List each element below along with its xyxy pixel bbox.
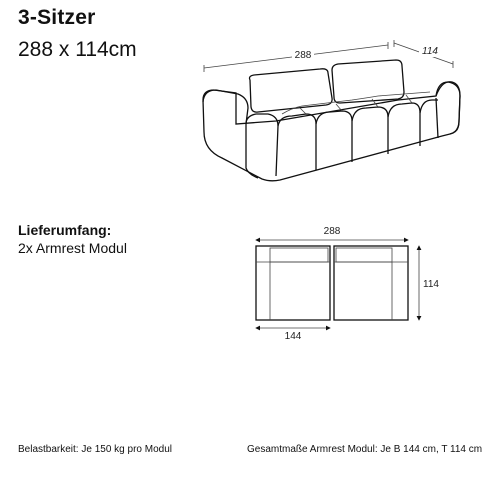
module-left-backrest <box>270 248 328 262</box>
scope-of-delivery-item: 2x Armrest Modul <box>18 240 127 256</box>
seat-cushion-4 <box>388 103 420 146</box>
load-capacity-note: Belastbarkeit: Je 150 kg pro Modul <box>18 444 172 455</box>
top-view-width-label: 288 <box>323 226 341 237</box>
seat-cushion-2 <box>316 111 352 162</box>
module-dimensions-note: Gesamtmaße Armrest Modul: Je B 144 cm, T 114 cm <box>247 444 483 455</box>
product-dimensions: 288 x 114cm <box>18 38 137 61</box>
module-left-seat-lines <box>256 262 330 320</box>
module-right-outline <box>334 246 408 320</box>
armrest-right-inner-edge <box>436 98 438 138</box>
module-right-seat-lines <box>334 262 408 320</box>
scope-of-delivery-heading: Lieferumfang: <box>18 222 112 238</box>
product-title: 3-Sitzer <box>18 6 96 29</box>
armrest-left-top <box>203 90 248 124</box>
module-left-outline <box>256 246 330 320</box>
perspective-width-label: 288 <box>294 50 312 61</box>
seat-cushion-5 <box>420 100 438 113</box>
sofa-top-view-drawing <box>256 226 439 342</box>
perspective-depth-label: 114 <box>422 46 438 57</box>
back-cushion-right <box>332 60 404 103</box>
seat-cushion-3 <box>352 107 388 154</box>
armrest-left-front-edge <box>246 124 258 178</box>
seat-cushion-1 <box>278 114 316 170</box>
module-right-backrest <box>336 248 392 262</box>
back-cushion-left <box>250 69 333 112</box>
top-view-depth-label: 114 <box>423 279 439 290</box>
module-width-label: 144 <box>284 331 302 342</box>
sofa-perspective-drawing <box>203 40 460 181</box>
